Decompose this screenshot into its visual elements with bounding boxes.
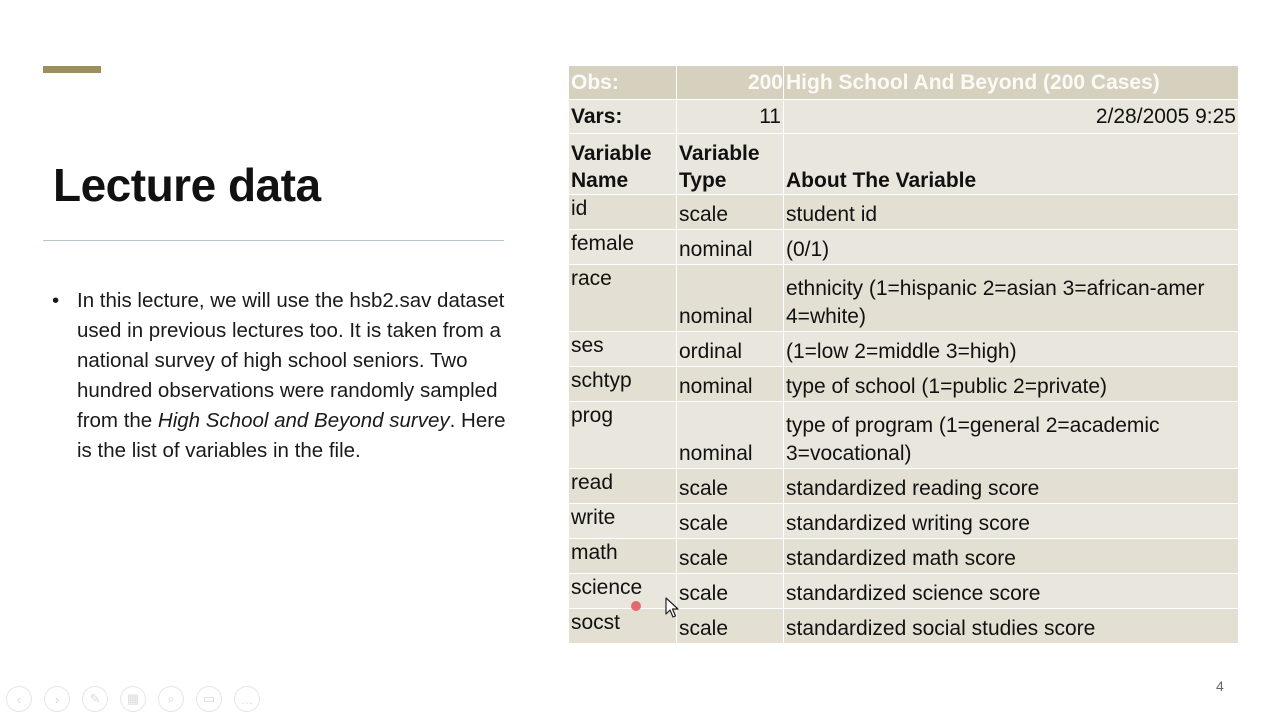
- variable-type-cell: scale: [677, 539, 784, 574]
- arrow-right-icon: ›: [54, 691, 60, 707]
- variable-type-cell: scale: [677, 574, 784, 609]
- variable-type-cell: nominal: [677, 265, 784, 332]
- body-text-survey-name: High School and Beyond survey: [157, 409, 450, 432]
- bullet-marker: •: [52, 289, 60, 312]
- variable-name-cell: science: [569, 574, 677, 609]
- variable-description-cell: ethnicity (1=hispanic 2=asian 3=african-amer 4=white): [784, 265, 1239, 332]
- table-header-vars-row: [569, 100, 1239, 134]
- dataset-title: High School And Beyond (200 Cases): [784, 66, 1239, 100]
- table-row: [569, 195, 1239, 230]
- body-bullet-item: [52, 286, 507, 466]
- table-row: [569, 332, 1239, 367]
- variable-description-cell: standardized science score: [784, 574, 1239, 609]
- vars-value: 11: [677, 100, 784, 134]
- variable-type-cell: nominal: [677, 367, 784, 402]
- slide-body: [52, 286, 507, 466]
- zoom-button[interactable]: [158, 686, 184, 712]
- table-row: [569, 265, 1239, 332]
- variable-type-cell: scale: [677, 195, 784, 230]
- dataset-date: 2/28/2005 9:25: [784, 100, 1239, 134]
- presentation-toolbar: [6, 686, 260, 712]
- variable-description-cell: standardized social studies score: [784, 609, 1239, 644]
- arrow-left-icon: ‹: [16, 691, 22, 707]
- column-header-name: Variable Name: [569, 134, 677, 195]
- variable-description-cell: standardized writing score: [784, 504, 1239, 539]
- variable-description-cell: student id: [784, 195, 1239, 230]
- variable-name-cell: prog: [569, 402, 677, 469]
- variable-description-cell: type of school (1=public 2=private): [784, 367, 1239, 402]
- variable-type-cell: nominal: [677, 230, 784, 265]
- subtitles-icon: ▭: [202, 691, 216, 706]
- variable-name-cell: socst: [569, 609, 677, 644]
- table-row: [569, 469, 1239, 504]
- variable-description-cell: standardized math score: [784, 539, 1239, 574]
- next-slide-button[interactable]: [44, 686, 70, 712]
- column-header-type: Variable Type: [677, 134, 784, 195]
- slides-grid-icon: ▦: [126, 691, 140, 706]
- variable-name-cell: math: [569, 539, 677, 574]
- variable-type-cell: scale: [677, 609, 784, 644]
- mouse-cursor-icon: [665, 597, 679, 619]
- variable-name-cell: id: [569, 195, 677, 230]
- table-header-obs-row: [569, 66, 1239, 100]
- table-row: [569, 367, 1239, 402]
- body-text-intro: In this lecture, we will use the hsb2.sav dataset used in previous lectures too. It is taken from a national survey of high school seniors. Two hundred observations were randomly sampled from the: [77, 289, 505, 432]
- variable-name-cell: schtyp: [569, 367, 677, 402]
- variable-type-cell: ordinal: [677, 332, 784, 367]
- table-row: [569, 230, 1239, 265]
- vars-label: Vars:: [569, 100, 677, 134]
- pen-tool-button[interactable]: [82, 686, 108, 712]
- body-text-outro: . Here is the list of variables in the file.: [77, 409, 506, 462]
- variable-name-cell: ses: [569, 332, 677, 367]
- pen-icon: ✎: [89, 691, 101, 706]
- table-row: [569, 504, 1239, 539]
- more-options-button[interactable]: [234, 686, 260, 712]
- variable-description-cell: (0/1): [784, 230, 1239, 265]
- page-number: 4: [1216, 678, 1224, 694]
- table-row: [569, 402, 1239, 469]
- obs-value: 200: [677, 66, 784, 100]
- title-accent-bar: [43, 66, 101, 73]
- variable-name-cell: write: [569, 504, 677, 539]
- table-row: [569, 539, 1239, 574]
- ellipsis-icon: …: [240, 691, 254, 707]
- column-header-about: About The Variable: [784, 134, 1239, 195]
- variable-name-cell: race: [569, 265, 677, 332]
- laser-pointer-dot: [631, 601, 641, 611]
- slide-title: Lecture data: [53, 159, 321, 211]
- table-column-headers: [569, 134, 1239, 195]
- magnifier-icon: ⌕: [167, 691, 175, 706]
- variables-table: [568, 65, 1239, 644]
- title-divider: [43, 240, 504, 241]
- previous-slide-button[interactable]: [6, 686, 32, 712]
- variable-description-cell: standardized reading score: [784, 469, 1239, 504]
- variable-type-cell: nominal: [677, 402, 784, 469]
- variable-name-cell: female: [569, 230, 677, 265]
- subtitles-button[interactable]: [196, 686, 222, 712]
- variable-name-cell: read: [569, 469, 677, 504]
- variable-description-cell: type of program (1=general 2=academic 3=vocational): [784, 402, 1239, 469]
- variable-description-cell: (1=low 2=middle 3=high): [784, 332, 1239, 367]
- obs-label: Obs:: [569, 66, 677, 100]
- variable-type-cell: scale: [677, 504, 784, 539]
- all-slides-button[interactable]: [120, 686, 146, 712]
- variable-type-cell: scale: [677, 469, 784, 504]
